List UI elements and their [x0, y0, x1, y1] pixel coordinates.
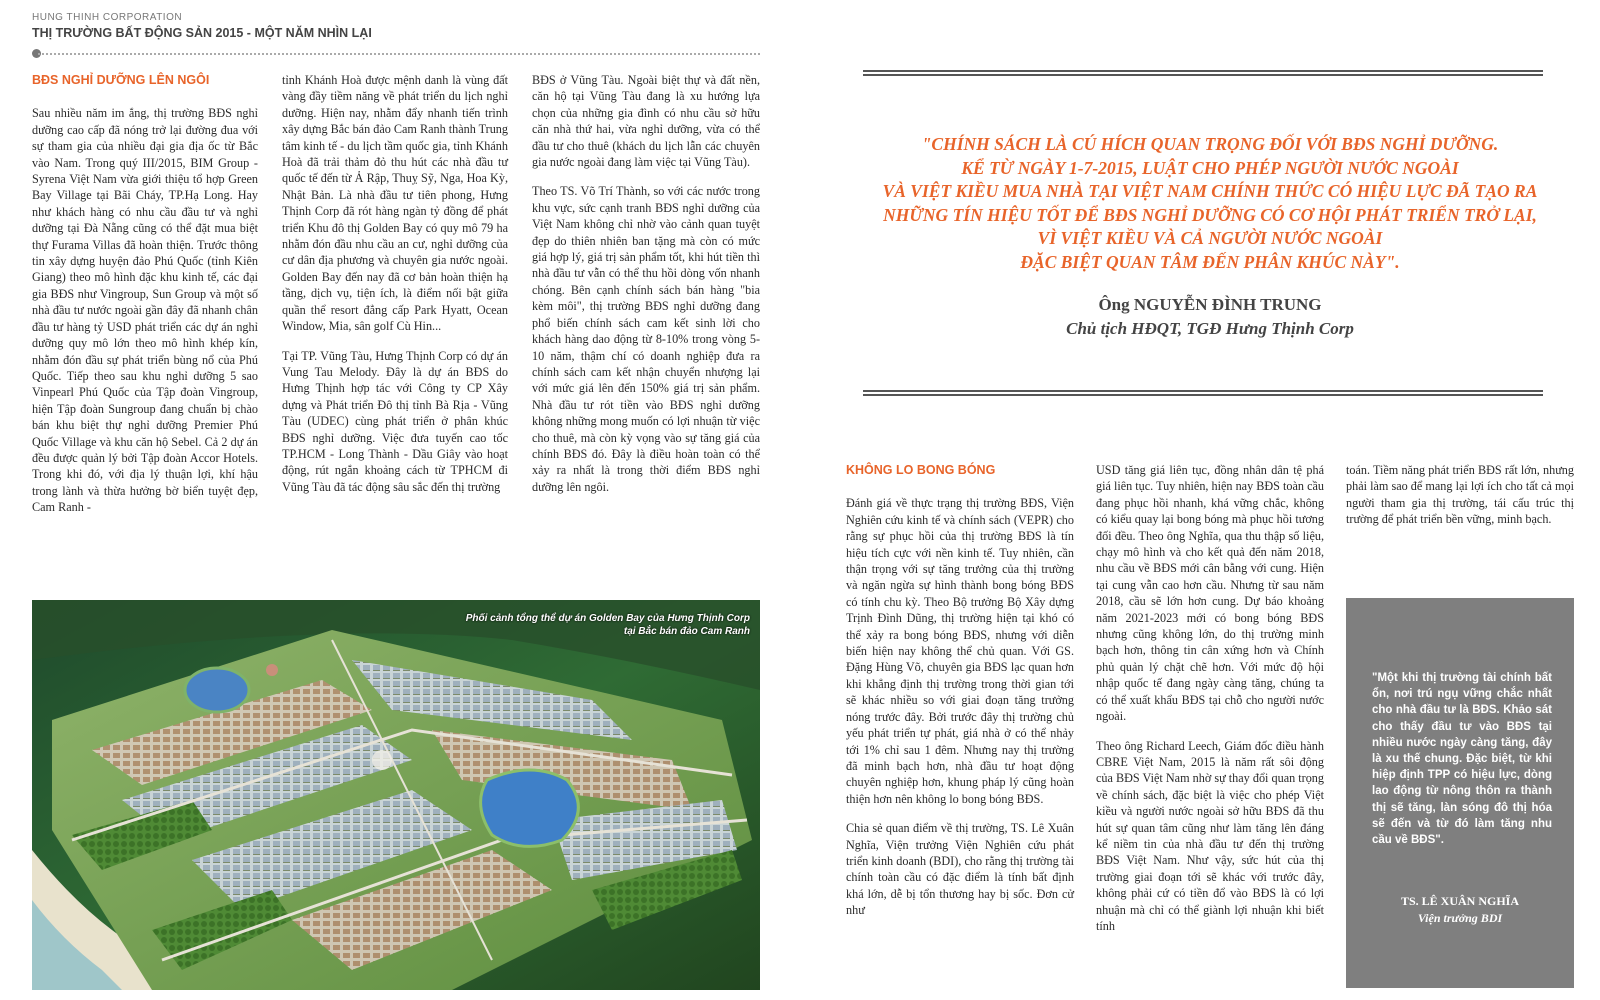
article1-paragraph: tỉnh Khánh Hoà được mệnh danh là vùng đất vàng đầy tiềm năng về phát triển du lịch nghỉ dưỡng. Hiện nay, nhằm đẩy nhanh tiến trình xây dựng Bắc bán đảo Cam Ranh thành Trung tâm kinh tế - du lịch tầm quốc gia, tỉnh Khánh Hoà đã trải thảm đỏ thu hút các nhà đầu tư quốc tế đến từ Ả Rập, Thuỵ Sỹ, Nga, Hoa Kỳ, Nhật Bản. Là nhà đầu tư tiên phong, Hưng Thịnh Corp đã rót hàng ngàn tỷ đồng để phát triển Khu đô thị Golden Bay có quy mô 79 ha nhằm đón đầu nhu cầu an cư, nghỉ dưỡng của cư dân địa phương và chuyên gia nước ngoài. Golden Bay đến nay đã cơ bản hoàn thiện hạ tầng, dịch vụ, tiện ích, là điểm nối bật giữa quần thể resort đẳng cấp Park Hyatt, Ocean Window, Mia, sân golf Cù Hin...	[282, 73, 508, 334]
article2-column-1	[846, 462, 1074, 932]
photo-caption	[466, 612, 750, 638]
article1-paragraph: Tại TP. Vũng Tàu, Hưng Thịnh Corp có dự án Vung Tau Melody. Đây là dự án BĐS do Hưng Thịnh hợp tác với Công ty CP Xây dựng và Phát triển Đô thị tỉnh Bà Rịa - Vũng Tàu (UDEC) cùng phát triển ở phân khúc BĐS nghỉ dưỡng. Việc đưa tuyến cao tốc TP.HCM - Long Thành - Dầu Giây vào hoạt động, rút ngắn khoảng cách từ TPHCM đi Vũng Tàu đã tác động sâu sắc đến thị trường	[282, 348, 508, 494]
aerial-illustration	[32, 600, 760, 990]
article1-paragraph: BĐS ở Vũng Tàu. Ngoài biệt thự và đất nền, căn hộ tại Vũng Tàu đang là xu hướng lựa chọn của những gia đình có nhu cầu sở hữu căn nhà thứ hai, vừa nghỉ dưỡng, vừa có thể đầu tư cho thuê (khách du lịch lẫn các chuyên gia nước ngoài đang làm việc tại Vũng Tàu).	[532, 73, 760, 170]
article2-paragraph: Theo ông Richard Leech, Giám đốc điều hành CBRE Việt Nam, 2015 là năm rất sôi động của BĐS Việt Nam nhờ sự thay đổi quan trọng về chính sách, đặc biệt là việc cho phép Việt kiều và người nước ngoài sở hữu BĐS đã thu hút sự quan tâm cũng như làm tăng lên đáng kể niềm tin của nhà đầu tư đến thị trường BĐS Việt Nam. Như vậy, sức hút của thị trường giai đoạn tới sẽ khác với trước đây, không phải cứ có tiền đổ vào BĐS là có lợi nhuận mà chỉ có thể giành lợi nhuận khi biết tính	[1096, 738, 1324, 933]
article1-column-3	[532, 72, 760, 508]
sidebar-quote-name: TS. LÊ XUÂN NGHĨA	[1400, 894, 1520, 908]
sidebar-quote-text: "Một khi thị trường tài chính bất ổn, nơi trú ngụ vững chắc nhất cho nhà đầu tư là BĐS. Khảo sát cho thấy đầu tư vào BĐS tại nhiều nước ngày càng tăng, đây là xu thế chung. Đặc biệt, từ khi hiệp định TPP có hiệu lực, dòng lao động từ nông thôn ra thành thị sẽ tăng, làn sóng đô thị hóa sẽ đến và từ đó làm tăng nhu cầu về BĐS".	[1372, 672, 1552, 847]
pull-quote-line: KỂ TỪ NGÀY 1-7-2015, LUẬT CHO PHÉP NGƯỜI NƯỚC NGOÀI	[961, 157, 1459, 178]
brand-label: HUNG THINH CORPORATION	[32, 12, 183, 23]
article2-paragraph: Đánh giá về thực trạng thị trường BĐS, Viện Nghiên cứu kinh tế và chính sách (VEPR) cho rằng sự phục hồi của thị trường BĐS là tín hiệu tích cực với nền kinh tế. Tuy nhiên, cần thận trọng với sự tăng trưởng của thị trường và ngăn ngừa sự hình thành bong bóng BĐS có tính chu kỳ. Theo Bộ trưởng Bộ Xây dựng Trịnh Đình Dũng, thị trường hiện tại khó có thể xảy ra bong bóng BĐS, nhưng với diễn biến hiện nay không thể chủ quan. Với GS. Đặng Hùng Võ, chuyên gia BĐS lạc quan hơn khi khẳng định thị trường trong thời gian tới sẽ khác nhiều so với giai đoạn tăng trưởng nóng trước đây. Bởi trước đây thị trường chủ yếu phát triển tự phát, giá nhà ở có thể nhảy tới 1% chỉ sau 1 đêm. Nhưng nay thị trường đã minh bạch hơn, nhà đầu tư hoạt động chuyên nghiệp hơn, khung pháp lý cũng hoàn thiện hơn nên không lo bong bóng BĐS.	[846, 496, 1074, 806]
article1-heading: BĐS NGHỈ DƯỠNG LÊN NGÔI	[32, 73, 210, 87]
quote-rule-top	[863, 70, 1543, 76]
article1-column-2	[282, 72, 508, 508]
quote-author: Ông NGUYỄN ĐÌNH TRUNG	[1098, 295, 1322, 314]
sidebar-quote-role: Viện trưởng BDI	[1417, 911, 1503, 925]
quote-author-role: Chủ tịch HĐQT, TGĐ Hưng Thịnh Corp	[1066, 319, 1354, 338]
section-title: THỊ TRƯỜNG BẤT ĐỘNG SẢN 2015 - MỘT NĂM NHÌN LẠI	[32, 26, 372, 40]
article1-paragraph: Sau nhiều năm im ắng, thị trường BĐS nghỉ dưỡng cao cấp đã nóng trở lại đường đua với sự tham gia của nhiều đại gia địa ốc từ Bắc vào Nam. Trong quý III/2015, BIM Group - Syrena Việt Nam vừa giới thiệu tổ hợp Green Bay Village tại Bãi Cháy, TP.Hạ Long. Hay như khách hàng có nhu cầu đầu tư và nghỉ dưỡng tại Đà Nẵng cũng có thể đặt mua biệt thự Furama Villas đã hoàn thiện. Trước thông tin xây dựng huyện đảo Phú Quốc (tỉnh Kiên Giang) theo mô hình đặc khu kinh tế, các đại gia BĐS như Vingroup, Sun Group và một số nhà đầu tư nước ngoài gần đây đã nhanh chân đầu tư hàng tỷ USD phát triển các dự án nghỉ dưỡng quy mô lớn theo mô hình khép kín, nhằm đón đầu sự phát triển bùng nổ của Phú Quốc. Tiếp theo sau khu nghỉ dưỡng 5 sao Vinpearl Phú Quốc của Tập đoàn Vingroup, hiện Tập đoàn Sungroup đang chuẩn bị chào bán khu biệt thự nghỉ dưỡng Premier Phú Quốc Village và khu căn hộ Sebel. Cả 2 dự án đều được quản lý bởi Tập đoàn Accor Hotels. Trong khi đó, với địa lý thuận lợi, khí hậu trong lành và thừa hưởng bờ biển tuyệt đẹp, Cam Ranh -	[32, 106, 258, 515]
header-divider	[38, 53, 760, 55]
sidebar-quote-box	[1346, 598, 1574, 988]
photo-caption-line-1: Phối cảnh tổng thể dự án Golden Bay của Hưng Thịnh Corp	[465, 613, 750, 624]
article2-heading: KHÔNG LO BONG BÓNG	[846, 463, 996, 477]
photo-caption-line-2: tại Bắc bán đảo Cam Ranh	[623, 626, 750, 637]
article2-column-3	[1346, 462, 1574, 541]
quote-rule-bottom	[863, 390, 1543, 396]
pull-quote-line: VÌ VIỆT KIỀU VÀ CẢ NGƯỜI NƯỚC NGOÀI	[1037, 228, 1383, 248]
article2-paragraph: Chia sẻ quan điểm về thị trường, TS. Lê Xuân Nghĩa, Viện trưởng Viện Nghiên cứu phát triển kinh doanh (BDI), cho rằng thị trường tài chính toàn cầu có đặc điểm là tính bất định khá lớn, dễ bị tổn thương hay bị sốc. Đơn cử như	[846, 821, 1074, 918]
pull-quote-line: "CHÍNH SÁCH LÀ CÚ HÍCH QUAN TRỌNG ĐỐI VỚI BĐS NGHỈ DƯỠNG.	[921, 134, 1499, 154]
small-lake	[185, 668, 249, 712]
pull-quote-line: VÀ VIỆT KIỀU MUA NHÀ TẠI VIỆT NAM CHÍNH THỨC CÓ HIỆU LỰC ĐÃ TẠO RA	[882, 181, 1538, 201]
article2-column-2	[1096, 462, 1324, 947]
central-lake	[481, 770, 579, 846]
pull-quote-line: NHỮNG TÍN HIỆU TỐT ĐỂ BĐS NGHỈ DƯỠNG CÓ CƠ HỘI PHÁT TRIỂN TRỞ LẠI,	[883, 204, 1537, 225]
pull-quote	[860, 133, 1560, 274]
article2-paragraph: toán. Tiềm năng phát triển BĐS rất lớn, nhưng phải làm sao để mang lại lợi ích cho tất cả mọi người tham gia thị trường, tái cấu trúc thị trường để phát triển bền vững, minh bạch.	[1346, 463, 1574, 527]
article1-paragraph: Theo TS. Võ Trí Thành, so với các nước trong khu vực, sức cạnh tranh BĐS nghỉ dưỡng của Việt Nam không chỉ nhờ vào cảnh quan tuyệt đẹp do thiên nhiên ban tặng mà còn có mức giá hợp lý, giá trị sản phẩm tốt, khi hút tiền thì nhà đầu tư vẫn có thể thu hồi dòng vốn nhanh chóng. Bên cạnh chính sách bán hàng "bia kèm môi", thị trường BĐS nghỉ dưỡng đang phổ biến chính sách cam kết sinh lời cho khách hàng dao động từ 8-10% trong vòng 5-10 năm, thậm chí có doanh nghiệp đưa ra chính sách cam kết nhận chuyển nhượng lại với mức giá lên đến 150% giá trị sản phẩm. Nhà đầu tư rót tiền vào BĐS nghỉ dưỡng không những mong muốn có lợi nhuận từ việc cho thuê, mà còn kỳ vọng vào sự tăng giá của chính BĐS đó. Đây là điều hoàn toàn có thể xảy ra nhất là trong thời điểm BĐS nghỉ dưỡng lên ngôi.	[532, 184, 760, 494]
golden-bay-aerial-photo	[32, 600, 760, 990]
article1-column-1	[32, 72, 258, 529]
article2-paragraph: USD tăng giá liên tục, đồng nhân dân tệ phá giá liên tục. Tuy nhiên, hiện nay BĐS toàn cầu đang phục hồi nhanh, khá vững chắc, không có kiểu quay lại bong bóng mà phục hồi tương đối đều. Theo ông Nghĩa, qua thu thập số liệu, chạy mô hình và cho kết quả đến năm 2018, nhu cầu về BĐS mới cân bằng với cung. Hiện tại cung vẫn cao hơn cầu. Nhưng từ sau năm 2018, cầu sẽ lớn hơn cung. Dự báo khoảng năm 2021-2023 mới có bong bóng BĐS nhưng cũng không lớn, do thị trường minh bạch hơn, thông tin cân xứng hơn và Chính phủ quản lý chặt chẽ hơn. Với mức độ hội nhập quốc tế đang ngày càng tăng, chúng ta có thể xuất khẩu BĐS tại chỗ cho người nước ngoài.	[1096, 463, 1324, 724]
pull-quote-line: ĐẶC BIỆT QUAN TÂM ĐẾN PHÂN KHÚC NÀY".	[1020, 251, 1400, 272]
